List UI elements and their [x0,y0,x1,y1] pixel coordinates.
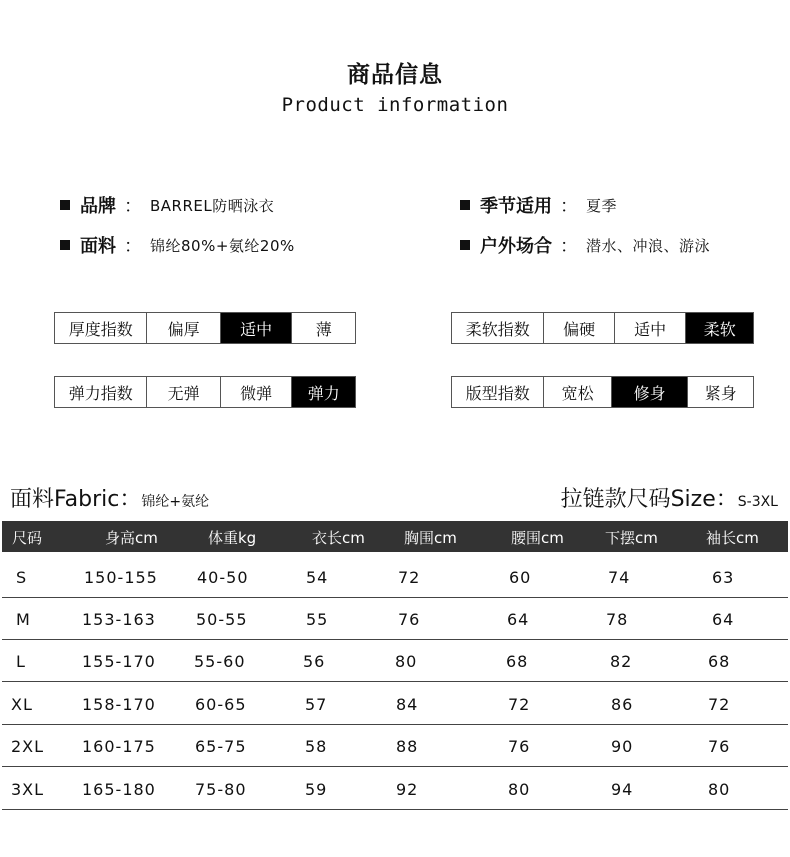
size-table-header [2,521,788,552]
table-cell: 58 [305,737,328,756]
table-cell: 76 [508,737,531,756]
table-cell: 64 [712,610,735,629]
table-cell: M [16,610,31,629]
bullet-square-icon [60,240,70,250]
table-cell: 155-170 [82,652,156,671]
info-value: 锦纶80%+氨纶20% [150,236,295,255]
table-cell: 82 [610,652,633,671]
column-header: 尺码 [12,529,43,547]
rating-label: 弹力指数 [68,383,133,403]
table-cell: 59 [305,780,328,799]
table-cell: 165-180 [82,780,156,799]
fabric-value: 锦纶+氨纶 [141,494,210,510]
column-header: 袖长cm [706,529,759,547]
table-row [2,556,788,598]
bullet-square-icon [460,200,470,210]
table-cell: 153-163 [82,610,156,629]
info-value: 潜水、冲浪、游泳 [586,236,711,255]
rating-softness [451,312,754,344]
table-cell: 76 [708,737,731,756]
table-cell: 75-80 [195,780,247,799]
rating-label: 柔软指数 [465,319,530,339]
table-cell: 150-155 [84,568,158,587]
info-occasion [460,232,710,258]
rating-option: 宽松 [543,377,611,407]
rating-fit [451,376,754,408]
rating-thickness [54,312,356,344]
table-cell: L [16,652,26,671]
table-cell: 94 [611,780,634,799]
table-cell: 84 [396,695,419,714]
column-header: 身高cm [105,529,158,547]
fabric-summary [10,482,209,513]
table-cell: 88 [396,737,419,756]
table-cell: 72 [708,695,731,714]
column-header: 体重kg [208,529,257,547]
rating-option: 弹力 [291,377,355,407]
table-cell: 54 [306,568,329,587]
rating-option: 微弹 [220,377,292,407]
table-cell: 158-170 [82,695,156,714]
table-cell: 50-55 [196,610,248,629]
table-cell: 90 [611,737,634,756]
table-row [2,725,788,767]
info-colon: ： [124,236,142,257]
table-cell: 2XL [11,737,45,756]
table-cell: S [16,568,28,587]
table-cell: 3XL [11,780,45,799]
rating-option: 适中 [614,313,686,343]
table-cell: 65-75 [195,737,247,756]
table-cell: 63 [712,568,735,587]
table-cell: XL [11,695,33,714]
rating-option: 修身 [611,377,688,407]
table-cell: 68 [708,652,731,671]
table-cell: 68 [506,652,529,671]
info-brand [60,192,274,218]
table-cell: 40-50 [197,568,249,587]
table-cell: 80 [395,652,418,671]
rating-label: 版型指数 [465,383,530,403]
table-cell: 64 [507,610,530,629]
table-cell: 92 [396,780,419,799]
rating-label: 厚度指数 [68,319,133,339]
rating-option: 偏硬 [543,313,614,343]
table-cell: 160-175 [82,737,156,756]
column-header: 衣长cm [312,529,365,547]
column-header: 胸围cm [404,529,457,547]
table-row [2,768,788,810]
table-cell: 72 [508,695,531,714]
table-cell: 55 [306,610,329,629]
info-colon: ： [560,196,578,217]
table-cell: 86 [611,695,634,714]
table-cell: 60 [509,568,532,587]
page-subtitle: Product information [281,94,509,116]
page-title: 商品信息 [347,62,443,88]
info-key: 面料 [80,236,116,257]
table-cell: 78 [606,610,629,629]
bullet-square-icon [60,200,70,210]
table-cell: 56 [303,652,326,671]
rating-option: 柔软 [685,313,753,343]
table-cell: 76 [398,610,421,629]
info-key: 品牌 [80,196,116,217]
table-row [2,598,788,640]
rating-option: 薄 [291,313,355,343]
table-cell: 55-60 [194,652,246,671]
size-label: 拉链款尺码Size： [560,487,738,512]
table-cell: 72 [398,568,421,587]
info-key: 户外场合 [480,236,552,257]
table-cell: 60-65 [195,695,247,714]
info-value: BARREL防晒泳衣 [150,196,275,215]
table-cell: 80 [708,780,731,799]
info-key: 季节适用 [480,196,552,217]
table-row [2,683,788,725]
table-cell: 80 [508,780,531,799]
column-header: 腰围cm [511,529,564,547]
info-fabric [60,232,295,258]
rating-option: 无弹 [146,377,220,407]
table-cell: 57 [305,695,328,714]
info-colon: ： [124,196,142,217]
fabric-label: 面料Fabric： [10,487,142,512]
info-colon: ： [560,236,578,257]
bullet-square-icon [460,240,470,250]
rating-option: 偏厚 [146,313,220,343]
size-range: S-3XL [737,494,778,510]
info-season [460,192,617,218]
info-value: 夏季 [586,196,618,215]
rating-option: 紧身 [687,377,753,407]
table-cell: 74 [608,568,631,587]
size-summary [561,482,778,513]
rating-elasticity [54,376,356,408]
rating-option: 适中 [220,313,292,343]
column-header: 下摆cm [605,529,658,547]
table-row [2,640,788,682]
